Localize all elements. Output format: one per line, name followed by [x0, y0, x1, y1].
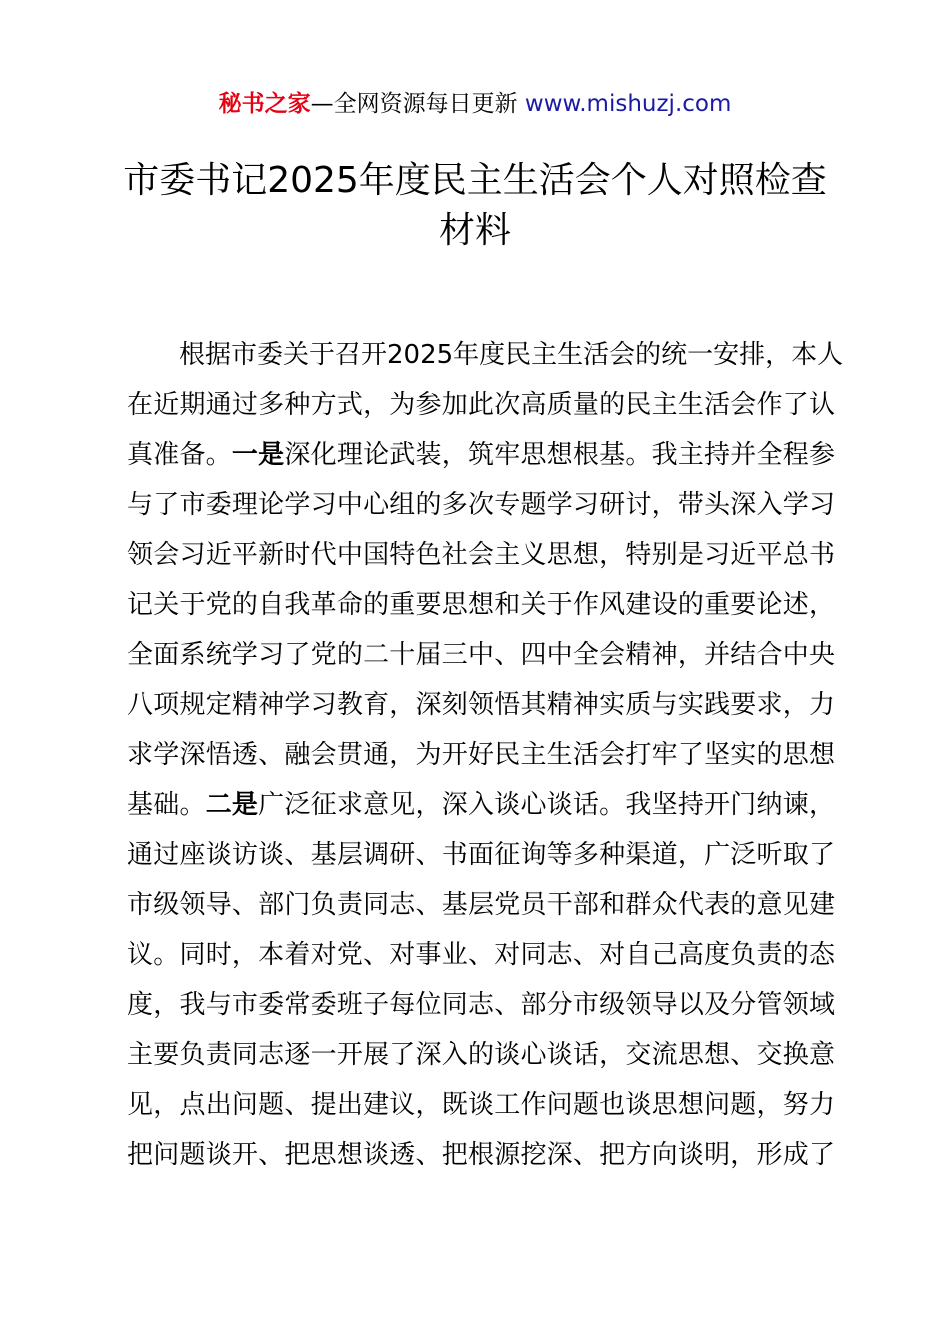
body-line: 八项规定精神学习教育，深刻领悟其精神实质与实践要求，力	[127, 690, 835, 720]
body-line: 与了市委理论学习中心组的多次专题学习研讨，带头深入学习	[127, 490, 835, 520]
site-tagline: —全网资源每日更新	[310, 91, 525, 117]
body-line: 在近期通过多种方式，为参加此次高质量的民主生活会作了认	[127, 390, 835, 420]
body-line: 通过座谈访谈、基层调研、书面征询等多种渠道，广泛听取了	[127, 840, 835, 870]
site-brand: 秘书之家	[218, 91, 311, 117]
body-line: 度，我与市委常委班子每位同志、部分市级领导以及分管领域	[127, 990, 835, 1020]
body-line	[127, 430, 835, 480]
document-title-line-1: 市委书记2025年度民主生活会个人对照检查	[123, 160, 827, 201]
body-line: 市级领导、部门负责同志、基层党员干部和群众代表的意见建	[127, 890, 835, 920]
body-line: 把问题谈开、把思想谈透、把根源挖深、把方向谈明，形成了	[127, 1140, 835, 1170]
body-line: 议。同时，本着对党、对事业、对同志、对自己高度负责的态	[127, 940, 835, 970]
document-title	[100, 156, 850, 256]
body-line: 领会习近平新时代中国特色社会主义思想，特别是习近平总书	[127, 540, 835, 570]
body-line: 全面系统学习了党的二十届三中、四中全会精神，并结合中央	[127, 640, 835, 670]
body-line-text: 深化理论武装，筑牢思想根基。我主持并全程参	[284, 440, 835, 470]
site-header	[0, 86, 950, 122]
body-line-emphasis: 一是	[231, 440, 285, 470]
body-line: 根据市委关于召开2025年度民主生活会的统一安排，本人	[179, 340, 844, 370]
body-line: 见，点出问题、提出建议，既谈工作问题也谈思想问题，努力	[127, 1090, 835, 1120]
document-title-line-2: 材料	[438, 210, 511, 251]
site-url-link[interactable]: www.mishuzj.com	[524, 91, 732, 117]
body-line-emphasis: 二是	[205, 790, 259, 820]
body-line-text: 广泛征求意见，深入谈心谈话。我坚持开门纳谏，	[258, 790, 835, 820]
body-line-text: 真准备。	[127, 440, 232, 470]
body-line: 主要负责同志逐一开展了深入的谈心谈话，交流思想、交换意	[127, 1040, 835, 1070]
document-body	[127, 330, 844, 1180]
body-line: 记关于党的自我革命的重要思想和关于作风建设的重要论述，	[127, 590, 835, 620]
body-line	[127, 780, 835, 830]
body-line: 求学深悟透、融会贯通，为开好民主生活会打牢了坚实的思想	[127, 740, 835, 770]
body-line-text: 基础。	[127, 790, 206, 820]
